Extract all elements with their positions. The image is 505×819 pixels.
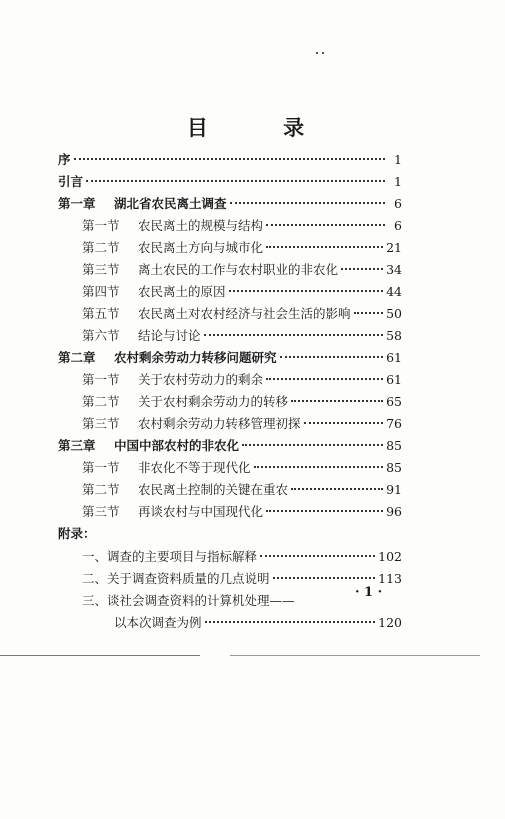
section-title: 关于农村劳动力的剩余 [138, 372, 264, 387]
toc-entry-section[interactable] [82, 370, 402, 390]
dot-leader [266, 246, 383, 248]
appendix-item-title: 三、谈社会调查资料的计算机处理—— [82, 593, 295, 608]
appendix-item-title: 二、关于调查资料质量的几点说明 [82, 571, 270, 586]
section-number: 第一节 [82, 460, 120, 475]
dot-leader [341, 268, 383, 270]
toc-page-number: 6 [394, 196, 402, 211]
toc-page-number: 1 [394, 152, 402, 167]
toc-page-number: 96 [386, 504, 402, 519]
toc-page-number: 34 [386, 262, 402, 277]
section-number: 第三节 [82, 262, 120, 277]
toc-page-number: 91 [386, 482, 402, 497]
print-speck [316, 52, 318, 54]
toc-entry-section[interactable] [82, 216, 402, 236]
dot-leader [230, 202, 385, 204]
section-number: 第二节 [82, 482, 120, 497]
section-title: 结论与讨论 [138, 328, 201, 343]
toc-page-number: 61 [386, 350, 402, 365]
toc-entry-chapter-3[interactable] [58, 436, 402, 456]
toc-page-number: 21 [386, 240, 402, 255]
toc-page-number: 85 [386, 438, 402, 453]
toc-entry-section[interactable] [82, 304, 402, 324]
toc-entry-section[interactable] [82, 392, 402, 412]
print-speck [322, 52, 324, 54]
toc-entry-section[interactable] [82, 326, 402, 346]
section-title: 非农化不等于现代化 [138, 460, 251, 475]
dot-leader [86, 180, 385, 182]
toc-entry-section[interactable] [82, 238, 402, 258]
toc-entry-intro[interactable] [58, 172, 402, 192]
dot-leader [242, 444, 383, 446]
toc-entry-appendix[interactable] [82, 547, 402, 567]
section-title: 农民离土的规模与结构 [138, 218, 264, 233]
section-number: 第五节 [82, 306, 120, 321]
section-number: 第二节 [82, 394, 120, 409]
toc-entry-appendix[interactable] [82, 591, 402, 611]
toc-page-number: 102 [378, 549, 402, 564]
section-title: 农民离土对农村经济与社会生活的影响 [138, 306, 351, 321]
section-title: 农民离土方向与城市化 [138, 240, 264, 255]
toc-page-number: 85 [386, 460, 402, 475]
chapter-title: 中国中部农村的非农化 [114, 438, 240, 453]
toc-entry-section[interactable] [82, 502, 402, 522]
section-number: 第一节 [82, 372, 120, 387]
section-number: 第三节 [82, 416, 120, 431]
section-title: 离土农民的工作与农村职业的非农化 [138, 262, 339, 277]
toc-page-number: 6 [394, 218, 402, 233]
toc-page-number: 50 [386, 306, 402, 321]
dot-leader [291, 400, 383, 402]
page-title: 目 录 [186, 115, 339, 140]
chapter-title: 湖北省农民离土调查 [114, 196, 227, 211]
toc-page-number: 61 [386, 372, 402, 387]
section-number: 第四节 [82, 284, 120, 299]
toc-label: 引言 [58, 174, 84, 189]
chapter-title: 农村剩余劳动力转移问题研究 [114, 350, 277, 365]
toc-entry-appendix-continued[interactable] [114, 613, 402, 633]
toc-page-number: 120 [378, 615, 402, 630]
toc-page-number: 58 [386, 328, 402, 343]
chapter-number: 第三章 [58, 438, 96, 453]
dot-leader [260, 555, 375, 557]
dot-leader [354, 312, 384, 314]
dot-leader [304, 422, 384, 424]
dot-leader [204, 334, 384, 336]
toc-page-number: 44 [386, 284, 402, 299]
dot-leader [273, 577, 376, 579]
toc-entry-section[interactable] [82, 282, 402, 302]
section-title: 农村剩余劳动力转移管理初探 [138, 416, 301, 431]
chapter-number: 第二章 [58, 350, 96, 365]
section-title: 农民离土的原因 [138, 284, 226, 299]
scan-rule-right [230, 655, 480, 656]
dot-leader [266, 378, 383, 380]
dot-leader [291, 488, 383, 490]
toc-entry-chapter-2[interactable] [58, 348, 402, 368]
dot-leader [266, 224, 385, 226]
toc-entry-section[interactable] [82, 260, 402, 280]
dot-leader [280, 356, 384, 358]
appendix-item-title: 一、调查的主要项目与指标解释 [82, 549, 258, 564]
toc-page-number: 65 [386, 394, 402, 409]
toc-page-number: 1 [394, 174, 402, 189]
section-number: 第二节 [82, 240, 120, 255]
toc-entry-appendix-heading[interactable] [58, 524, 402, 544]
toc-entry-appendix[interactable] [82, 569, 402, 589]
toc-page-number: 76 [386, 416, 402, 431]
appendix-item-subtitle: 以本次调查为例 [114, 615, 202, 630]
toc-entry-chapter-1[interactable] [58, 194, 402, 214]
dot-leader [205, 621, 376, 623]
section-number: 第一节 [82, 218, 120, 233]
scan-rule-left [0, 655, 200, 656]
dot-leader [254, 466, 384, 468]
toc-entry-section[interactable] [82, 458, 402, 478]
appendix-heading: 附录： [58, 526, 96, 541]
section-title: 关于农村剩余劳动力的转移 [138, 394, 289, 409]
section-number: 第三节 [82, 504, 120, 519]
chapter-number: 第一章 [58, 196, 96, 211]
section-title: 再谈农村与中国现代化 [138, 504, 264, 519]
dot-leader [74, 158, 385, 160]
dot-leader [229, 290, 384, 292]
page-folio: · 1 · [355, 585, 383, 600]
dot-leader [266, 510, 383, 512]
toc-label: 序 [58, 152, 71, 167]
toc-page-number: 113 [378, 571, 402, 586]
section-title: 农民离土控制的关键在重农 [138, 482, 289, 497]
toc-entry-section[interactable] [82, 480, 402, 500]
toc-entry-preface[interactable] [58, 150, 402, 170]
section-number: 第六节 [82, 328, 120, 343]
toc-entry-section[interactable] [82, 414, 402, 434]
